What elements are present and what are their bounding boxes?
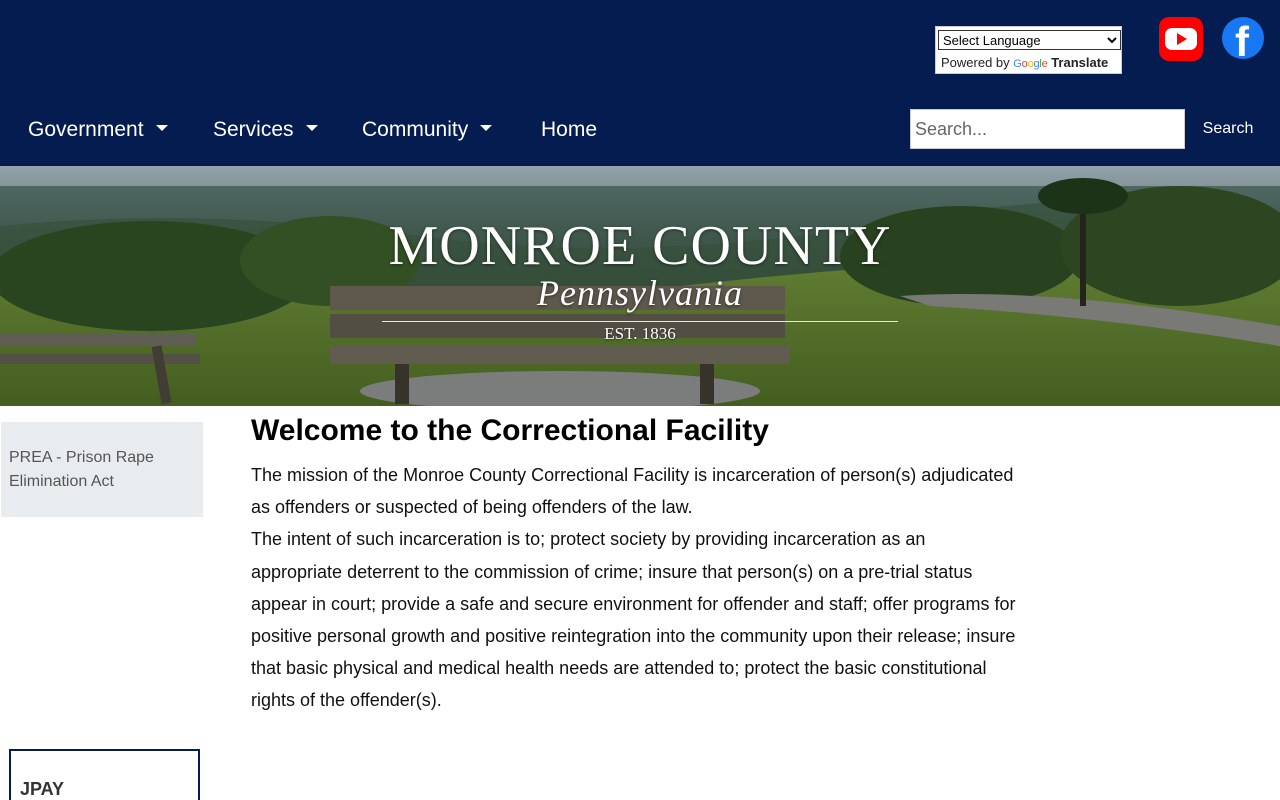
youtube-icon[interactable] [1159,17,1203,61]
nav-community[interactable] [362,110,492,150]
nav-community-label: Community [362,118,469,141]
nav-home-label: Home [541,118,598,141]
facebook-icon[interactable] [1222,17,1264,59]
translate-link[interactable]: Translate [1051,55,1109,70]
nav-government-label: Government [28,118,144,141]
chevron-down-icon [156,125,168,131]
hero-banner [0,166,1280,406]
intent-paragraph: The intent of such incarceration is to; protect society by providing incarceration as an appropriate deterrent to the commission of crime; insure that person(s) on a pre-trial status appear in court; provide a safe and secure environment for offender and staff; offer programs for positive personal growth and positive reintegration into the community upon their release; insure that basic physical and medical health needs are attended to; protect the basic constitutional rights of the offender(s). [251,529,1016,711]
page-title: Welcome to the Correctional Facility [251,414,769,447]
sidebar-item-prea[interactable]: PREA - Prison Rape Elimination Act [1,422,203,517]
nav-home[interactable] [541,110,597,150]
google-translate-widget [935,26,1122,74]
google-letter: l [1039,58,1042,70]
nav-services[interactable] [213,110,318,150]
chevron-down-icon [306,125,318,131]
jpay-label: JPAY [20,779,65,799]
google-letter: o [1021,58,1028,70]
search-input[interactable] [910,109,1185,149]
banner-divider [382,321,898,322]
google-letter: e [1041,58,1048,70]
banner-title: MONROE COUNTY [388,215,892,277]
mission-paragraph: The mission of the Monroe County Correctional Facility is incarceration of person(s) adjudicated as offenders or suspected of being offenders of the law. [251,465,1014,518]
google-letter: g [1033,58,1040,70]
nav-government[interactable] [28,110,168,150]
mission-text [251,459,1021,717]
site-header [0,0,1280,166]
google-logo[interactable] [1013,58,1047,70]
youtube-play-icon [1165,28,1197,50]
chevron-down-icon [480,125,492,131]
facebook-glyph: f [1235,18,1249,59]
language-select[interactable] [938,30,1121,50]
nav-services-label: Services [213,118,294,141]
banner-established: EST. 1836 [604,324,676,343]
powered-by-google [941,55,1108,70]
google-letter: G [1013,58,1022,70]
jpay-card[interactable] [9,749,200,800]
banner-subtitle: Pennsylvania [537,273,743,313]
search-button[interactable]: Search [1202,120,1254,137]
google-letter: o [1027,58,1034,70]
powered-by-text: Powered by [941,55,1010,70]
